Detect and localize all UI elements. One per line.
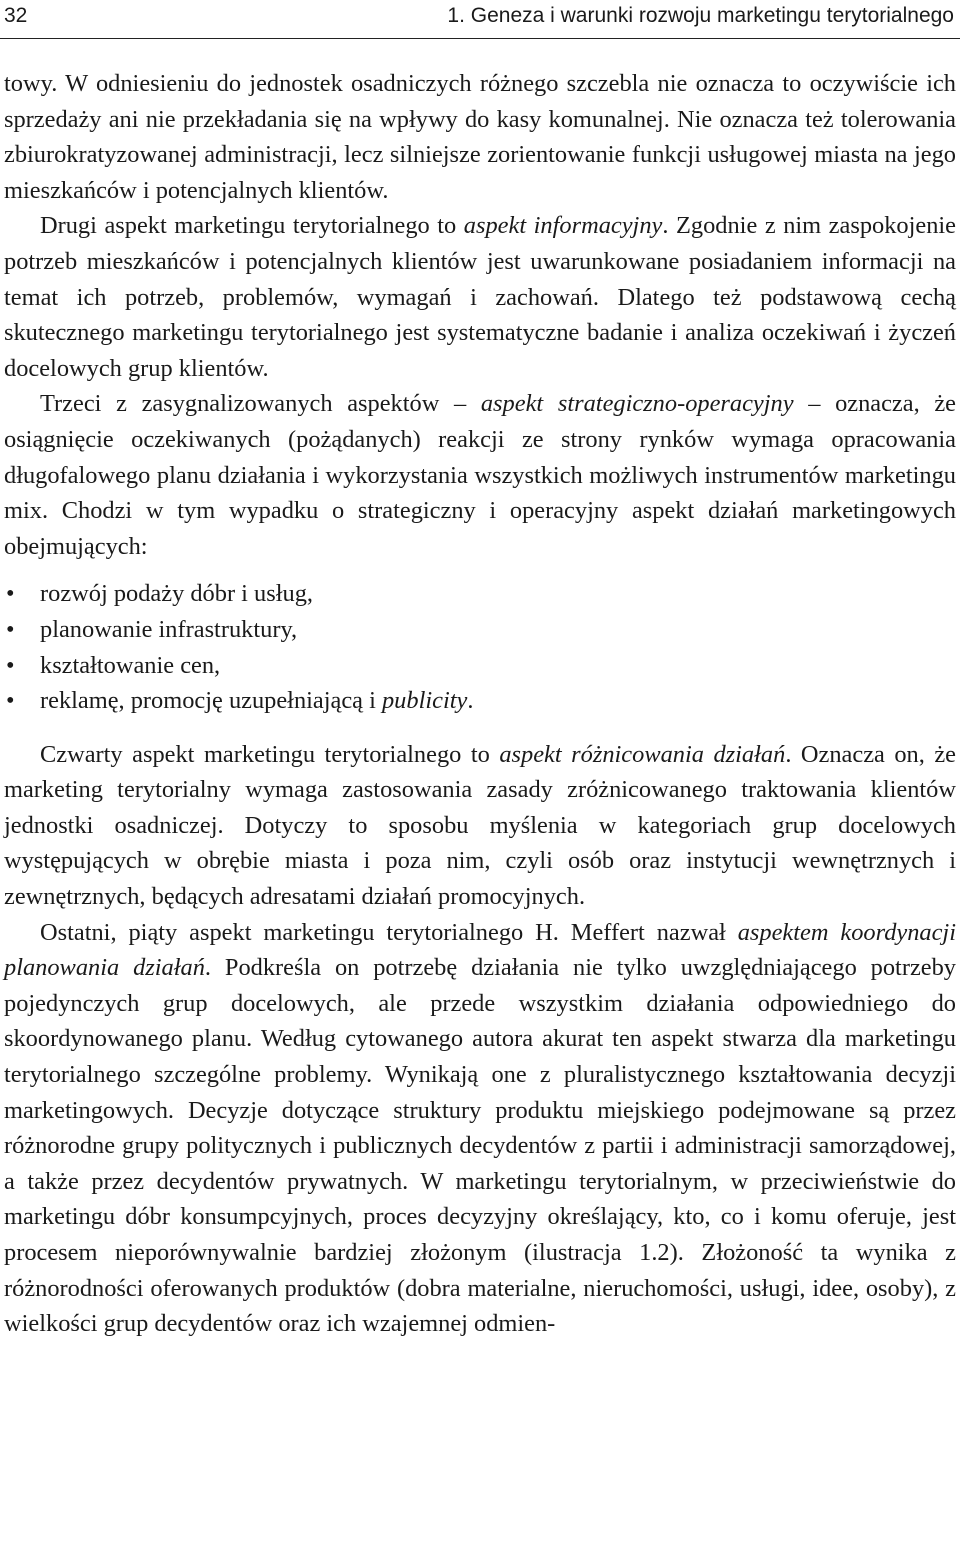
running-header [0, 0, 960, 39]
bullet-list [4, 576, 956, 718]
paragraph-4-emphasis: aspekt różnicowania działań [499, 740, 786, 768]
paragraph-3 [4, 386, 956, 564]
paragraph-5 [4, 915, 956, 1342]
paragraph-2-text-b: . Zgodnie z nim zaspokojenie potrzeb mieszkańców i potencjalnych klientów jest uwarunkowane posiadaniem informacji na temat ich potrzeb, problemów, wymagań i zachowań. Dlatego też podstawową cechą skutecznego marketingu terytorialnego jest systematyczne badanie i analiza oczekiwań i życzeń docelowych grup klientów. [4, 212, 957, 382]
list-item-text: kształtowanie cen, [40, 651, 221, 679]
paragraph-5-emphasis: aspektem koordynacji planowania działań [4, 918, 956, 982]
list-item-text-b: . [467, 687, 474, 715]
bullet-icon: • [6, 580, 15, 608]
bullet-icon: • [6, 651, 15, 679]
paragraph-1: towy. W odniesieniu do jednostek osadniczych różnego szczebla nie oznacza to oczywiście ich sprzedaży ani nie przekładania się na wpływy do kasy komunalnej. Nie oznacza też tolerowania zbiurokratyzowanej administracji, lecz silniejsze zorientowanie funkcji usługowej miasta na jego mieszkańców i potencjalnych klientów. [4, 70, 956, 204]
paragraph-2-text-a: Drugi aspekt marketingu terytorialnego to [40, 212, 464, 240]
paragraph-2-emphasis: aspekt informacyjny [463, 212, 663, 240]
chapter-title: 1. Geneza i warunki rozwoju marketingu terytorialnego [447, 4, 954, 27]
page-number: 32 [4, 4, 28, 27]
paragraph-3-text-b: – oznacza, że osiągnięcie oczekiwanych (pożądanych) reakcji ze strony rynków wymaga opracowania długofalowego planu działania i wykorzystania wszystkich możliwych instrumentów marketingu mix. Chodzi w tym wypadku o strategiczny i operacyjny aspekt działań marketingowych obejmujących: [4, 390, 956, 560]
list-item-text: planowanie infrastruktury, [40, 615, 298, 643]
paragraph-5-text-a: Ostatni, piąty aspekt marketingu terytorialnego H. Meffert nazwał [40, 918, 738, 946]
list-item [4, 612, 956, 648]
paragraph-5-text-b: . Podkreśla on potrzebę działania nie tylko uwzględniającego potrzeby pojedynczych grup docelowych, ale przede wszystkim działania odpowiedniego do skoordynowanego planu. Według cytowanego autora akurat ten aspekt stwarza dla marketingu terytorialnego szczególne problemy. Wynikają one z pluralistycznego kształtowania decyzji marketingowych. Decyzje dotyczące struktury produktu miejskiego podejmowane są przez różnorodne grupy politycznych i publicznych decydentów z partii i administracji samorządowej, a także przez decydentów prywatnych. W marketingu terytorialnym, w przeciwieństwie do marketingu dóbr konsumpcyjnych, proces decyzyjny określający, kto, co i komu oferuje, jest procesem nieporównywalnie bardziej złożonym (ilustracja 1.2). Złożoność ta wynika z różnorodności oferowanych produktów (dobra materialne, nieruchomości, usługi, idee, osoby), z wielkości grup decydentów oraz ich wzajemnej odmien- [4, 954, 956, 1338]
paragraph-3-text-a: Trzeci z zasygnalizowanych aspektów – [40, 390, 481, 418]
list-item-text: rozwój podaży dóbr i usług, [40, 580, 313, 608]
list-item-emphasis: publicity [381, 687, 468, 715]
paragraph-4 [4, 737, 956, 915]
bullet-icon: • [6, 615, 15, 643]
list-item [4, 648, 956, 684]
list-item [4, 576, 956, 612]
list-item [4, 683, 956, 719]
paragraph-4-text-b: . Oznacza on, że marketing terytorialny wymaga zastosowania zasady zróżnicowanego traktowania klientów jednostki osadniczej. Dotyczy to sposobu myślenia w kategoriach grup docelowych występujących w obrębie miasta i poza nim, czyli osób oraz instytucji wewnętrznych i zewnętrznych, będących adresatami działań promocyjnych. [4, 740, 957, 911]
paragraph-2 [4, 208, 956, 386]
bullet-icon: • [6, 687, 15, 715]
paragraph-3-emphasis: aspekt strategiczno-operacyjny [480, 390, 794, 418]
page-body [4, 66, 956, 1342]
paragraph-4-text-a: Czwarty aspekt marketingu terytorialnego to [40, 740, 500, 768]
list-item-text-a: reklamę, promocję uzupełniającą i [40, 687, 382, 715]
